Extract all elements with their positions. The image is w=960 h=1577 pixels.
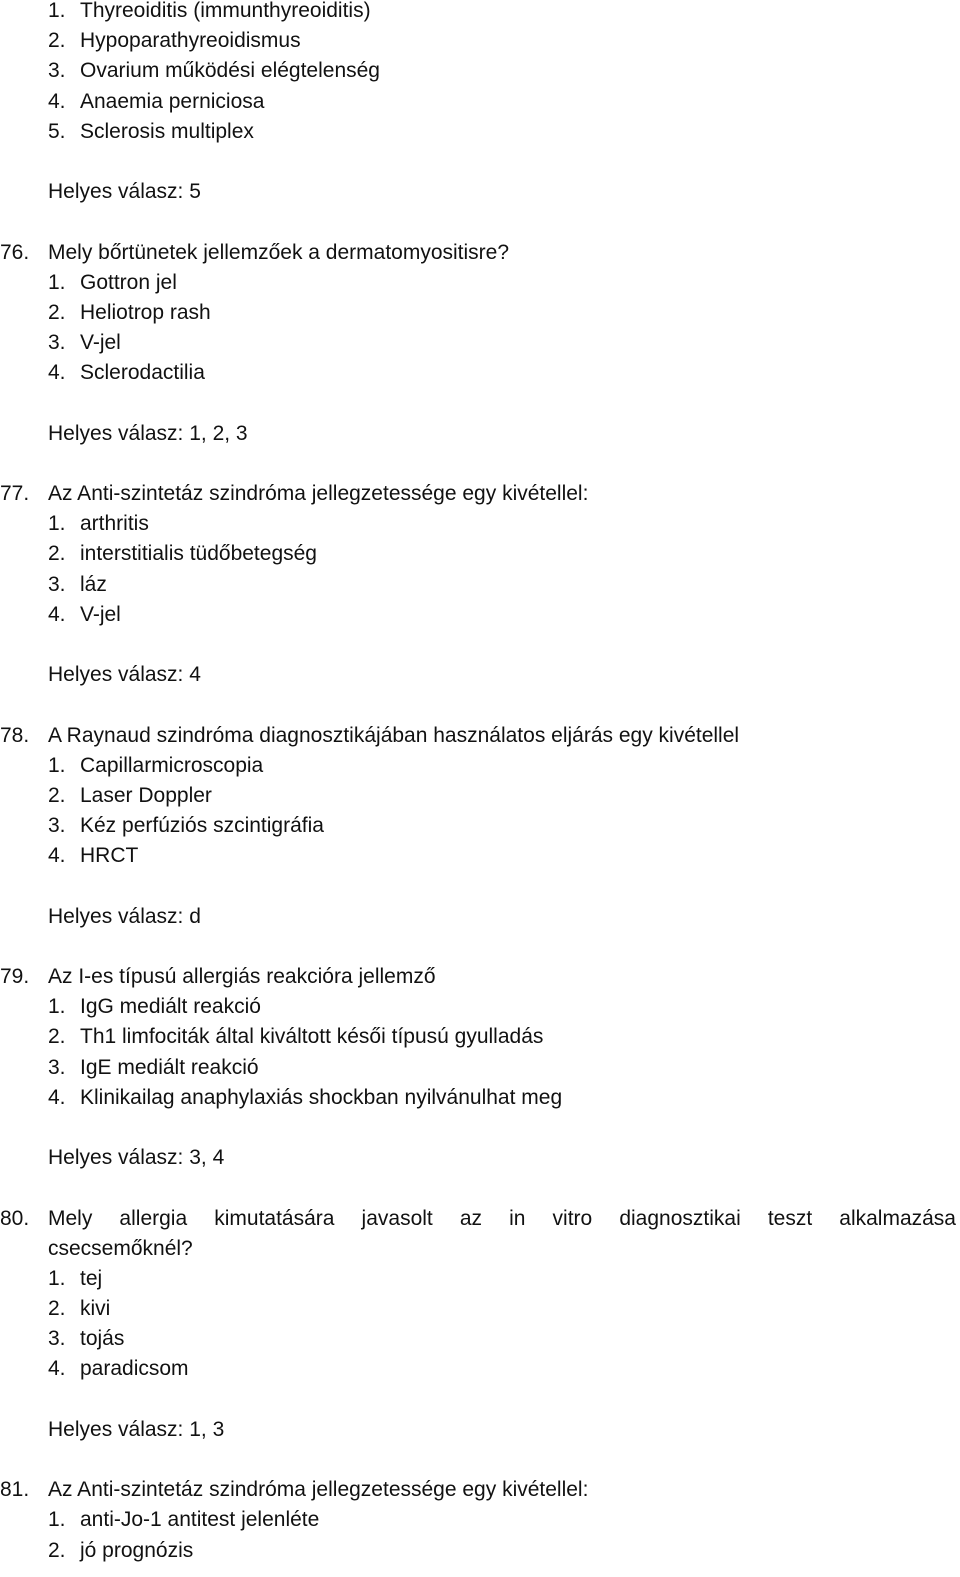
list-item (0, 87, 960, 117)
item-text: Gottron jel (80, 270, 177, 294)
item-text: IgG mediált reakció (80, 995, 261, 1019)
question-number: 80. (0, 1206, 30, 1230)
item-number: 2. (48, 1538, 66, 1562)
correct-answer: Helyes válasz: 1, 2, 3 (48, 421, 248, 445)
item-text: láz (80, 572, 107, 596)
list-item (0, 841, 960, 871)
question-text: Az I-es típusú allergiás reakcióra jellemző (48, 965, 436, 988)
item-text: Thyreoiditis (immunthyreoiditis) (80, 0, 371, 22)
question-heading (0, 962, 960, 992)
question-81 (0, 1475, 960, 1566)
item-text: arthritis (80, 512, 149, 536)
correct-answer: Helyes válasz: 1, 3 (48, 1417, 225, 1441)
list-item (0, 600, 960, 630)
question-heading (0, 721, 960, 751)
list-item (0, 1354, 960, 1384)
item-number: 4. (48, 1357, 66, 1381)
item-text: tej (80, 1266, 103, 1290)
item-text: Klinikailag anaphylaxiás shockban nyilvánulhat meg (80, 1085, 563, 1109)
list-item (0, 1324, 960, 1354)
item-number: 2. (48, 300, 66, 324)
correct-answer: Helyes válasz: 4 (48, 663, 201, 687)
list-item (0, 1053, 960, 1083)
question-number: 77. (0, 482, 30, 505)
list-item (0, 298, 960, 328)
item-number: 3. (48, 1055, 66, 1079)
question-text: Mely allergia kimutatására javasolt az in vitro diagnosztikai teszt alkalmazása (48, 1206, 956, 1230)
item-text: V-jel (80, 331, 121, 355)
list-item (0, 268, 960, 298)
item-text: tojás (80, 1327, 125, 1351)
question-79 (0, 962, 960, 1173)
item-number: 1. (48, 0, 66, 22)
correct-answer: Helyes válasz: 3, 4 (48, 1146, 225, 1170)
question-76 (0, 238, 960, 449)
list-item (0, 509, 960, 539)
question-number: 76. (0, 240, 30, 264)
list-item (0, 1022, 960, 1052)
list-item (0, 0, 960, 26)
item-number: 1. (48, 995, 66, 1019)
list-item (0, 26, 960, 56)
item-number: 4. (48, 361, 66, 385)
item-number: 3. (48, 331, 66, 355)
question-75-continued (0, 0, 960, 207)
item-text: Ovarium működési elégtelenség (80, 59, 380, 83)
item-text: interstitialis tüdőbetegség (80, 542, 317, 566)
item-number: 1. (48, 1266, 66, 1290)
item-text: Th1 limfociták által kiváltott késői típusú gyulladás (80, 1025, 544, 1049)
item-number: 3. (48, 1327, 66, 1351)
item-text: Kéz perfúziós szcintigráfia (80, 814, 324, 838)
question-heading (0, 479, 960, 509)
question-number: 79. (0, 965, 30, 988)
item-text: Sclerosis multiplex (80, 119, 254, 143)
item-number: 1. (48, 1508, 66, 1532)
question-80 (0, 1204, 960, 1446)
question-heading (0, 1475, 960, 1505)
item-number: 5. (48, 119, 66, 143)
list-item (0, 781, 960, 811)
item-text: Laser Doppler (80, 783, 212, 807)
question-heading (0, 1204, 960, 1234)
list-item (0, 358, 960, 388)
item-text: Sclerodactilia (80, 361, 205, 385)
item-number: 1. (48, 753, 66, 777)
correct-answer: Helyes válasz: d (48, 904, 201, 928)
list-item (0, 1294, 960, 1324)
question-77 (0, 479, 960, 690)
item-number: 4. (48, 89, 66, 113)
item-text: Capillarmicroscopia (80, 753, 264, 777)
item-text: Hypoparathyreoidismus (80, 29, 301, 53)
item-text: Heliotrop rash (80, 300, 211, 324)
item-number: 1. (48, 512, 66, 536)
list-item (0, 1264, 960, 1294)
question-heading (0, 238, 960, 268)
question-number: 78. (0, 723, 30, 747)
question-text: Mely bőrtünetek jellemzőek a dermatomyositisre? (48, 240, 510, 264)
question-text: A Raynaud szindróma diagnosztikájában használatos eljárás egy kivétellel (48, 723, 740, 747)
list-item (0, 751, 960, 781)
list-item (0, 992, 960, 1022)
list-item (0, 56, 960, 86)
item-text: kivi (80, 1297, 111, 1321)
item-number: 4. (48, 1085, 66, 1109)
list-item (0, 1505, 960, 1535)
correct-answer: Helyes válasz: 5 (48, 180, 201, 204)
question-number: 81. (0, 1478, 30, 1502)
item-text: paradicsom (80, 1357, 189, 1381)
item-text: V-jel (80, 602, 121, 626)
item-number: 3. (48, 59, 66, 83)
item-number: 2. (48, 1025, 66, 1049)
item-text: anti-Jo-1 antitest jelenléte (80, 1508, 320, 1532)
list-item (0, 811, 960, 841)
question-text: Az Anti-szintetáz szindróma jellegzetessége egy kivétellel: (48, 1478, 589, 1502)
item-number: 2. (48, 542, 66, 566)
item-number: 1. (48, 270, 66, 294)
item-number: 4. (48, 602, 66, 626)
item-number: 2. (48, 1297, 66, 1321)
item-text: Anaemia perniciosa (80, 89, 265, 113)
question-78 (0, 721, 960, 932)
list-item (0, 328, 960, 358)
list-item (0, 1083, 960, 1113)
item-text: HRCT (80, 844, 139, 868)
item-number: 4. (48, 844, 66, 868)
list-item (0, 539, 960, 569)
item-text: IgE mediált reakció (80, 1055, 259, 1079)
list-item (0, 570, 960, 600)
item-number: 3. (48, 814, 66, 838)
question-text-continuation: csecsemőknél? (48, 1236, 193, 1260)
question-text: Az Anti-szintetáz szindróma jellegzetessége egy kivétellel: (48, 482, 589, 505)
item-number: 2. (48, 29, 66, 53)
list-item (0, 117, 960, 147)
item-number: 2. (48, 783, 66, 807)
item-text: jó prognózis (80, 1538, 194, 1562)
list-item (0, 1536, 960, 1566)
item-number: 3. (48, 572, 66, 596)
